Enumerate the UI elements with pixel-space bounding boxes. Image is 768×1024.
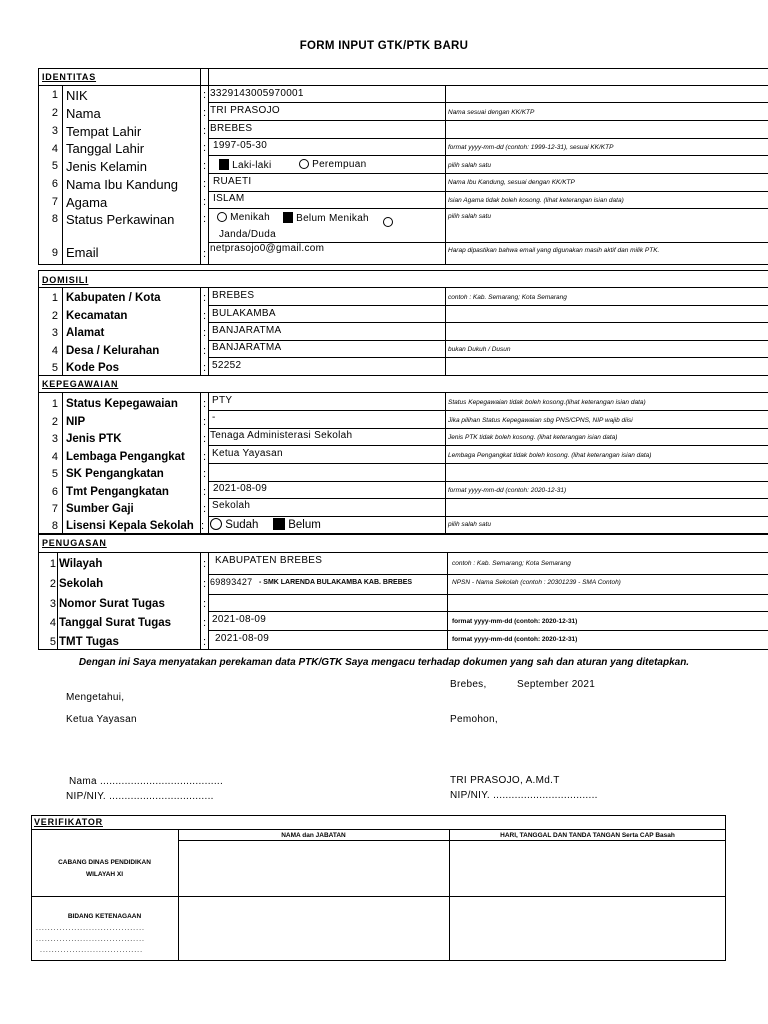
field-note: Jika pilihan Status Kepegawaian sbg PNS/CPNS, NIP wajib diisi xyxy=(448,417,633,424)
field-value-agama[interactable]: ISLAM xyxy=(213,193,245,204)
section-header-verifikator: VERIFIKATOR xyxy=(34,817,103,827)
field-label-email: Email xyxy=(66,245,99,260)
row-number: 9 xyxy=(51,247,58,259)
field-note: Harap dipastikan bahwa email yang digunakan masih aktif dan milik PTK. xyxy=(448,247,660,254)
field-value-sekolah-nama[interactable]: - SMK LARENDA BULAKAMBA KAB. BREBES xyxy=(259,579,413,586)
field-label-sk-pengangkatan: SK Pengangkatan xyxy=(66,468,164,480)
field-value-kode-pos[interactable]: 52252 xyxy=(212,360,242,371)
field-label-tanggal-lahir: Tanggal Lahir xyxy=(66,141,145,156)
field-value-tmt-pengangkatan[interactable]: 2021-08-09 xyxy=(213,483,268,494)
marital-option-belum-menikah[interactable]: Belum Menikah xyxy=(283,212,369,224)
signature-left-title: Mengetahui, xyxy=(66,692,125,703)
row-number: 5 xyxy=(49,636,56,648)
row-number: 3 xyxy=(51,433,58,445)
row-number: 5 xyxy=(51,160,58,172)
row-number: 3 xyxy=(51,125,58,137)
colon: : xyxy=(203,598,207,610)
colon: : xyxy=(203,213,207,225)
field-note: Nama Ibu Kandung, sesuai dengan KK/KTP xyxy=(448,179,575,186)
row-number: 4 xyxy=(51,345,58,357)
signature-right-name: TRI PRASOJO, A.Md.T xyxy=(450,775,560,786)
field-value-kecamatan[interactable]: BULAKAMBA xyxy=(212,308,276,319)
colon: : xyxy=(203,486,207,498)
section-header-domisili: DOMISILI xyxy=(42,275,89,285)
colon: : xyxy=(203,433,207,445)
field-label-tempat-lahir: Tempat Lahir xyxy=(66,124,142,139)
row-number: 1 xyxy=(51,292,58,304)
colon: : xyxy=(203,451,207,463)
dotted-line: ................................... xyxy=(40,947,144,954)
signature-right-role: Pemohon, xyxy=(450,714,498,725)
field-value-status-kepegawaian[interactable]: PTY xyxy=(212,395,233,406)
row-number: 6 xyxy=(51,178,58,190)
verifier-cabang-dinas-line1: CABANG DINAS PENDIDIKAN xyxy=(58,859,151,866)
colon: : xyxy=(203,310,207,322)
field-note: Lembaga Pengangkat tidak boleh kosong. (lihat keterangan isian data) xyxy=(448,452,652,459)
field-note: pilih salah satu xyxy=(448,521,491,528)
field-note: bukan Dukuh / Dusun xyxy=(448,346,511,353)
colon: : xyxy=(203,248,207,260)
gender-option-perempuan[interactable]: Perempuan xyxy=(299,159,367,170)
row-number: 7 xyxy=(51,196,58,208)
field-note: NPSN - Nama Sekolah (contoh : 20301239 - SMA Contoh) xyxy=(452,579,621,586)
colon: : xyxy=(203,292,207,304)
field-value-tanggal-lahir[interactable]: 1997-05-30 xyxy=(213,140,268,151)
radio-circle-icon xyxy=(383,217,393,227)
row-number: 8 xyxy=(51,213,58,225)
dotted-line: ..................................... xyxy=(36,936,145,943)
field-value-sumber-gaji[interactable]: Sekolah xyxy=(212,500,251,511)
verifier-cabang-dinas-line2: WILAYAH XI xyxy=(85,871,124,878)
field-note: contoh : Kab. Semarang; Kota Semarang xyxy=(448,294,567,301)
license-option-sudah[interactable]: Sudah xyxy=(210,518,258,531)
gender-option-laki-laki[interactable]: Laki-laki xyxy=(219,159,271,171)
section-header-penugasan: PENUGASAN xyxy=(42,538,107,548)
field-value-nik[interactable]: 3329143005970001 xyxy=(210,88,304,99)
field-value-email[interactable]: netprasojo0@gmail.com xyxy=(210,243,325,254)
license-option-belum[interactable]: Belum xyxy=(273,518,321,531)
row-number: 1 xyxy=(51,398,58,410)
field-value-alamat[interactable]: BANJARATMA xyxy=(212,325,282,336)
row-number: 7 xyxy=(51,503,58,515)
field-label-status-kepegawaian: Status Kepegawaian xyxy=(66,398,178,410)
signature-left-name: Nama ........................................ xyxy=(69,776,224,787)
field-label-tanggal-surat-tugas: Tanggal Surat Tugas xyxy=(59,617,172,629)
row-number: 1 xyxy=(51,89,58,101)
form-title: FORM INPUT GTK/PTK BARU xyxy=(299,40,469,52)
field-value-desa[interactable]: BANJARATMA xyxy=(212,342,282,353)
field-label-jenis-ptk: Jenis PTK xyxy=(66,433,122,445)
field-note: format yyyy-mm-dd (contoh: 2020-12-31) xyxy=(452,636,578,643)
colon: : xyxy=(203,578,207,590)
colon: : xyxy=(203,617,207,629)
field-value-jenis-ptk[interactable]: Tenaga Administerasi Sekolah xyxy=(210,430,353,441)
field-label-nip: NIP xyxy=(66,416,86,428)
verifier-bidang-ketenagaan: BIDANG KETENAGAAN xyxy=(67,913,142,920)
row-number: 2 xyxy=(51,107,58,119)
column-header-nama-jabatan: NAMA dan JABATAN xyxy=(281,832,346,839)
checked-box-icon xyxy=(273,518,285,530)
row-number: 2 xyxy=(49,578,56,590)
row-number: 1 xyxy=(49,558,56,570)
declaration-text: Dengan ini Saya menyatakan perekaman data PTK/GTK Saya mengacu terhadap dokumen yang sah dan aturan yang ditetapkan. xyxy=(78,657,690,668)
field-label-nama-ibu: Nama Ibu Kandung xyxy=(66,177,179,192)
radio-circle-icon xyxy=(217,212,227,222)
colon: : xyxy=(203,558,207,570)
section-header-identitas: IDENTITAS xyxy=(42,72,97,82)
colon: : xyxy=(201,520,205,532)
field-note: Jenis PTK tidak boleh kosong. (lihat keterangan isian data) xyxy=(448,434,618,441)
field-note: Isian Agama tidak boleh kosong. (lihat keterangan isian data) xyxy=(448,197,624,204)
colon: : xyxy=(203,107,207,119)
field-note: format yyyy-mm-dd (contoh: 2020-12-31) xyxy=(448,487,567,494)
column-header-tanda-tangan: HARI, TANGGAL DAN TANDA TANGAN Serta CAP Basah xyxy=(500,832,675,839)
row-number: 3 xyxy=(49,598,56,610)
field-label-lisensi-kepala-sekolah: Lisensi Kepala Sekolah xyxy=(66,520,194,532)
field-note: contoh : Kab. Semarang; Kota Semarang xyxy=(452,560,571,567)
field-label-nik: NIK xyxy=(66,88,88,103)
field-value-lembaga-pengangkat[interactable]: Ketua Yayasan xyxy=(212,448,283,459)
field-note: Nama sesuai dengan KK/KTP xyxy=(448,109,535,116)
signature-date: September 2021 xyxy=(517,679,596,690)
colon: : xyxy=(203,125,207,137)
row-number: 5 xyxy=(51,468,58,480)
radio-circle-icon xyxy=(210,518,222,530)
field-label-lembaga-pengangkat: Lembaga Pengangkat xyxy=(66,451,185,463)
row-number: 8 xyxy=(51,520,58,532)
field-note: format yyyy-mm-dd (contoh: 2020-12-31) xyxy=(452,618,578,625)
field-value-wilayah[interactable]: KABUPATEN BREBES xyxy=(215,555,323,566)
field-value-nip[interactable]: - xyxy=(212,412,216,423)
field-label-jenis-kelamin: Jenis Kelamin xyxy=(66,159,147,174)
field-value-tmt-tugas[interactable]: 2021-08-09 xyxy=(215,633,270,644)
field-note: pilih salah satu xyxy=(448,213,491,220)
row-number: 5 xyxy=(51,362,58,374)
identitas-frame xyxy=(38,68,768,265)
checked-box-icon xyxy=(283,212,293,223)
radio-circle-icon xyxy=(299,159,309,169)
field-label-kabupaten: Kabupaten / Kota xyxy=(66,292,161,304)
signature-right-nip: NIP/NIY. .................................. xyxy=(450,790,598,801)
field-label-tmt-tugas: TMT Tugas xyxy=(59,636,119,648)
row-number: 4 xyxy=(51,451,58,463)
colon: : xyxy=(203,89,207,101)
signature-place: Brebes, xyxy=(450,679,487,690)
marital-option-menikah[interactable]: Menikah xyxy=(217,212,270,223)
marital-option-janda-duda[interactable] xyxy=(383,212,393,230)
field-label-sekolah: Sekolah xyxy=(59,578,104,590)
field-label-kecamatan: Kecamatan xyxy=(66,310,128,322)
field-label-kode-pos: Kode Pos xyxy=(66,362,120,374)
section-header-kepegawaian: KEPEGAWAIAN xyxy=(42,379,119,389)
field-value-sekolah-npsn[interactable]: 69893427 xyxy=(210,577,253,587)
field-label-nama: Nama xyxy=(66,106,101,121)
row-number: 2 xyxy=(51,416,58,428)
row-number: 4 xyxy=(49,617,56,629)
field-label-status-perkawinan: Status Perkawinan xyxy=(66,212,175,227)
field-label-wilayah: Wilayah xyxy=(59,558,103,570)
checked-box-icon xyxy=(219,159,229,170)
row-number: 2 xyxy=(51,310,58,322)
field-label-alamat: Alamat xyxy=(66,327,105,339)
signature-left-role: Ketua Yayasan xyxy=(66,714,137,725)
colon: : xyxy=(203,636,207,648)
field-label-nomor-surat-tugas: Nomor Surat Tugas xyxy=(59,598,165,610)
field-value-nama-ibu[interactable]: RUAETI xyxy=(213,176,252,187)
field-value-nama[interactable]: TRI PRASOJO xyxy=(210,105,280,116)
field-label-tmt-pengangkatan: Tmt Pengangkatan xyxy=(66,486,169,498)
field-label-sumber-gaji: Sumber Gaji xyxy=(66,503,134,515)
dotted-line: ..................................... xyxy=(36,925,145,932)
field-value-kabupaten[interactable]: BREBES xyxy=(212,290,255,301)
colon: : xyxy=(203,503,207,515)
colon: : xyxy=(203,196,207,208)
colon: : xyxy=(203,416,207,428)
field-note: format yyyy-mm-dd (contoh: 1999-12-31), sesuai KK/KTP xyxy=(448,144,614,151)
field-value-tempat-lahir[interactable]: BREBES xyxy=(210,123,253,134)
field-label-agama: Agama xyxy=(66,195,108,210)
colon: : xyxy=(203,398,207,410)
row-number: 6 xyxy=(51,486,58,498)
signature-left-nip: NIP/NIY. .................................. xyxy=(66,791,214,802)
field-note: Status Kepegawaian tidak boleh kosong.(lihat keterangan isian data) xyxy=(448,399,646,406)
colon: : xyxy=(203,142,207,154)
field-value-tanggal-surat-tugas[interactable]: 2021-08-09 xyxy=(212,614,267,625)
row-number: 3 xyxy=(51,327,58,339)
field-label-desa: Desa / Kelurahan xyxy=(66,345,160,357)
colon: : xyxy=(203,327,207,339)
field-note: pilih salah satu xyxy=(448,162,491,169)
colon: : xyxy=(203,468,207,480)
colon: : xyxy=(203,160,207,172)
row-number: 4 xyxy=(51,143,58,155)
marital-option-janda-duda-label: Janda/Duda xyxy=(219,229,276,240)
colon: : xyxy=(203,178,207,190)
colon: : xyxy=(203,345,207,357)
colon: : xyxy=(203,362,207,374)
